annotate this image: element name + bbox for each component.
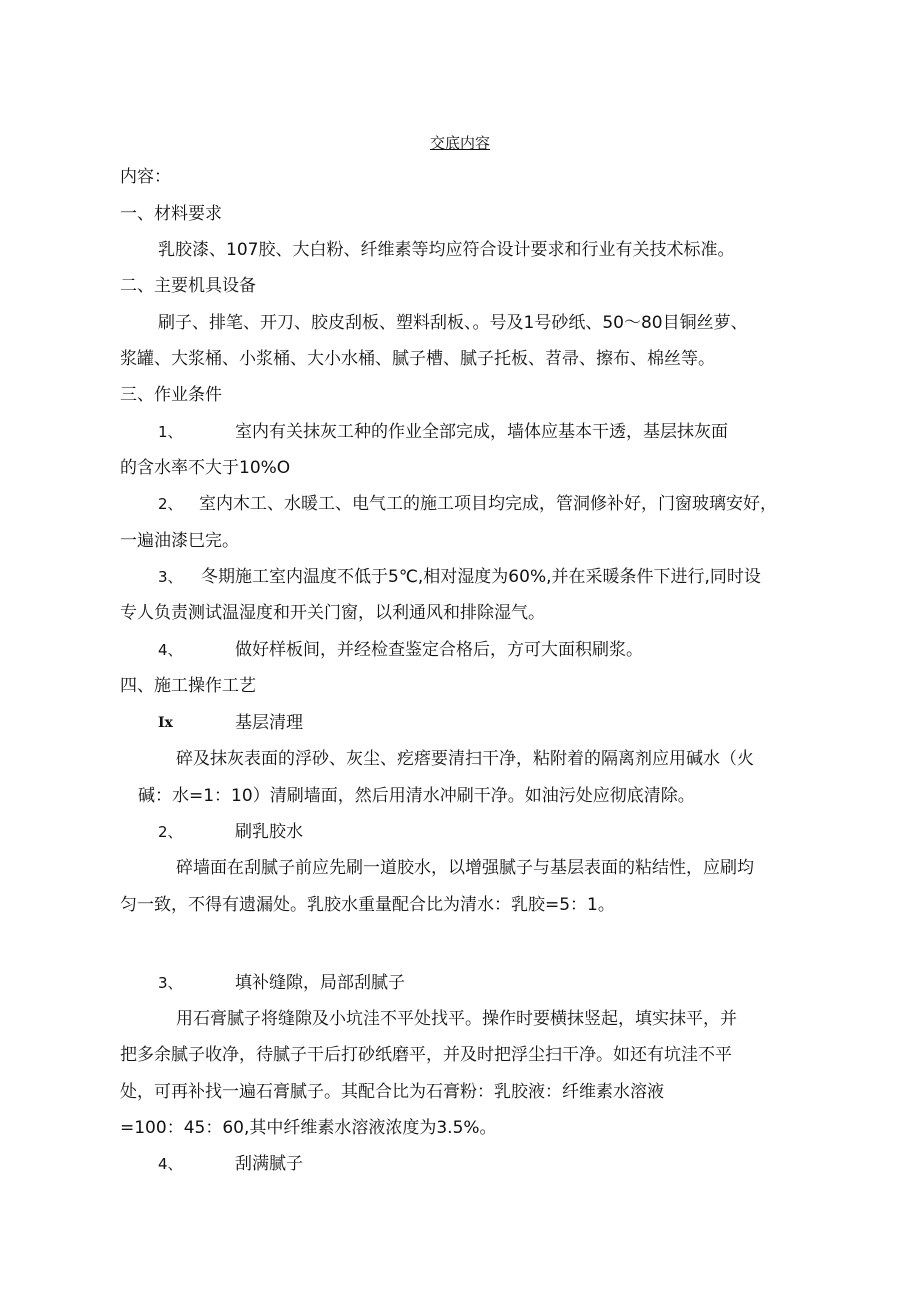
step-4-title: 刮满腻子 [235, 1154, 303, 1174]
step-2-number: 2、 [158, 823, 183, 841]
section-heading-equipment: 二、主要机具设备 [120, 276, 256, 296]
step-3-line-3: 处，可再补找一遍石膏腻子。其配合比为石膏粉：乳胶液：纤维素水溶液 [120, 1082, 664, 1102]
condition-1-line-1: 室内有关抹灰工种的作业全部完成，墙体应基本干透，基层抹灰面 [235, 422, 728, 442]
step-3-line-1: 用石膏腻子将缝隙及小坑洼不平处找平。操作时要横抹竖起，填实抹平，并 [176, 1009, 737, 1029]
condition-3-line-1: 冬期施工室内温度不低于5℃,相对湿度为60%,并在采暖条件下进行,同时设 [201, 567, 761, 587]
step-1-number: Ix [158, 715, 173, 731]
condition-2-number: 2、 [158, 495, 183, 513]
step-1-line-2: 碱：水=1：10）清刷墙面，然后用清水冲刷干净。如油污处应彻底清除。 [138, 786, 695, 806]
section-heading-materials: 一、材料要求 [120, 204, 222, 224]
section-heading-process: 四、施工操作工艺 [120, 676, 256, 696]
intro-label: 内容： [120, 167, 171, 187]
step-2-line-2: 匀一致，不得有遗漏处。乳胶水重量配合比为清水：乳胶=5：1。 [120, 895, 615, 915]
equipment-line-2: 浆罐、大浆桶、小浆桶、大小水桶、腻子槽、腻子托板、苕帚、擦布、棉丝等。 [120, 349, 715, 369]
condition-3-number: 3、 [158, 568, 183, 586]
condition-4-line-1: 做好样板间，并经检查鉴定合格后，方可大面积刷浆。 [235, 640, 643, 660]
step-3-line-4: =100：45：60,其中纤维素水溶液浓度为3.5%。 [120, 1118, 497, 1138]
condition-1-number: 1、 [158, 423, 183, 441]
step-3-number: 3、 [158, 974, 183, 992]
step-4-number: 4、 [158, 1155, 183, 1173]
condition-2-line-2: 一遍油漆巳完。 [120, 531, 239, 551]
condition-1-line-2: 的含水率不大于10%O [120, 458, 291, 478]
equipment-line-1: 刷子、排笔、开刀、胶皮刮板、塑料刮板、。号及1号砂纸、50～80目铜丝萝、 [158, 313, 748, 333]
condition-2-line-1: 室内木工、水暖工、电气工的施工项目均完成，管洞修补好，门窗玻璃安好， [199, 494, 777, 514]
condition-3-line-2: 专人负责测试温湿度和开关门窗，以利通风和排除湿气。 [120, 603, 545, 623]
step-3-title: 填补缝隙，局部刮腻子 [235, 973, 405, 993]
document-title: 交底内容 [430, 134, 491, 152]
step-1-line-1: 碎及抹灰表面的浮砂、灰尘、疙瘩要清扫干净，粘附着的隔离剂应用碱水（火 [176, 749, 754, 769]
step-3-line-2: 把多余腻子收净，待腻子干后打砂纸磨平，并及时把浮尘扫干净。如还有坑洼不平 [120, 1045, 732, 1065]
step-2-line-1: 碎墙面在刮腻子前应先刷一道胶水，以增强腻子与基层表面的粘结性，应刷均 [176, 858, 754, 878]
materials-paragraph: 乳胶漆、107胶、大白粉、纤维素等均应符合设计要求和行业有关技术标准。 [158, 240, 735, 260]
step-1-title: 基层清理 [235, 713, 303, 733]
step-2-title: 刷乳胶水 [235, 822, 303, 842]
section-heading-conditions: 三、作业条件 [120, 385, 222, 405]
condition-4-number: 4、 [158, 641, 183, 659]
